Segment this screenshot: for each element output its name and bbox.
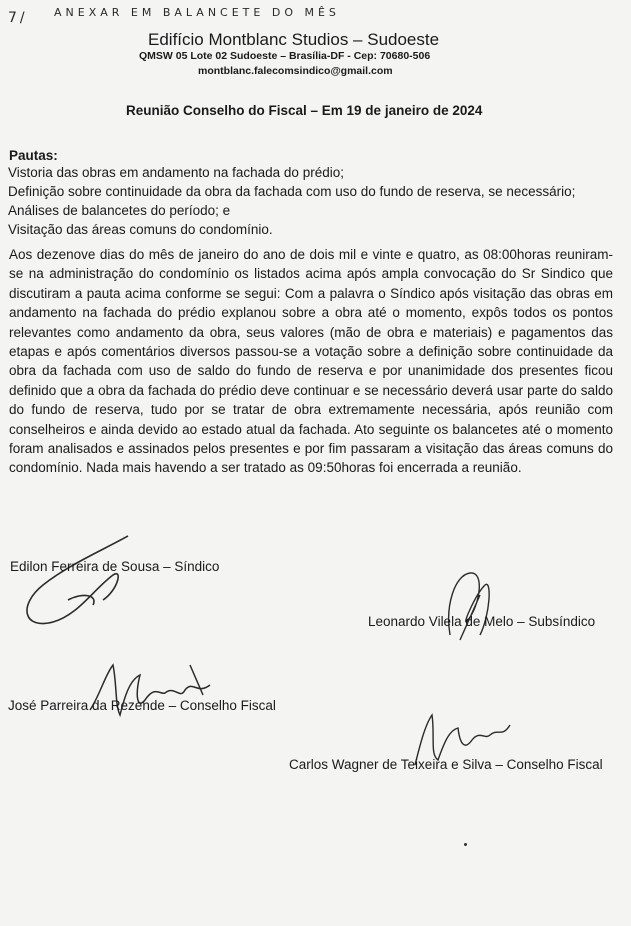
signature-jose (85, 655, 225, 730)
building-name: Edifício Montblanc Studios – Sudoeste (148, 30, 440, 49)
signatory-name: Edilon Ferreira de Sousa – Síndico (10, 559, 220, 574)
page-mark-handwritten: 7/ (8, 10, 28, 26)
annex-note-handwritten: ANEXAR EM BALANCETE DO MÊS (54, 6, 340, 19)
agenda-list (8, 163, 575, 239)
agenda-item: Definição sobre continuidade da obra da fachada com uso do fundo de reserva, se necessário; (8, 184, 576, 199)
agenda-label: Pautas: (9, 148, 58, 163)
minutes-paragraph: Aos dezenove dias do mês de janeiro do ano de dois mil e vinte e quatro, as 08:00horas reuniram-se na administração do condomínio os listados acima após ampla convocação do Sr Sindico que discutiram a pauta acima conforme se segui: Com a palavra o Síndico após visitação das obras em andamento na fachada do prédio explanou sobre a obra até o momento, expôs todos os pontos relevantes como andamento da obra, seus valores (mão de obra e materiais) e pagamentos das etapas e após comentários diversos passou-se a votação sobre a definição sobre continuidade da obra da fachada com uso de saldo do fundo de reserva e por unanimidade dos presentes ficou definido que a obra da fachada do prédio deve continuar e se necessário deverá usar parte do saldo do fundo de reserva, tudo por se tratar de obra extremamente necessária, após reunião com conselheiros e ainda devido ao estado atual da fachada. Ato seguinte os balancetes até o momento foram analisados e assinados pelos presentes e por fim passaram a visitação das áreas comuns do condomínio. Nada mais havendo a ser tratado as 09:50horas foi encerrada a reunião. (9, 247, 613, 476)
handwritten-signature-scribble (8, 530, 158, 630)
agenda-item: Análises de balancetes do período; e (8, 203, 231, 218)
signature-leonardo (440, 565, 500, 650)
ink-speck (464, 843, 467, 846)
contact-email: montblanc.falecomsindico@gmail.com (198, 65, 393, 77)
building-address: QMSW 05 Lote 02 Sudoeste – Brasília-DF - Cep: 70680-506 (139, 50, 431, 62)
handwritten-signature-scribble (85, 655, 225, 725)
signature-edilon (8, 530, 158, 635)
signatory-name: Leonardo Vilela de Melo – Subsíndico (368, 614, 596, 629)
signatory-name: Carlos Wagner de Teixeira e Silva – Conselho Fiscal (289, 757, 603, 772)
agenda-item: Visitação das áreas comuns do condomínio. (8, 222, 273, 237)
meeting-title: Reunião Conselho do Fiscal – Em 19 de janeiro de 2024 (126, 103, 483, 118)
signatory-name: José Parreira da Rezende – Conselho Fiscal (8, 698, 276, 713)
agenda-item: Vistoria das obras em andamento na fachada do prédio; (8, 165, 344, 180)
handwritten-signature-scribble (440, 565, 500, 645)
